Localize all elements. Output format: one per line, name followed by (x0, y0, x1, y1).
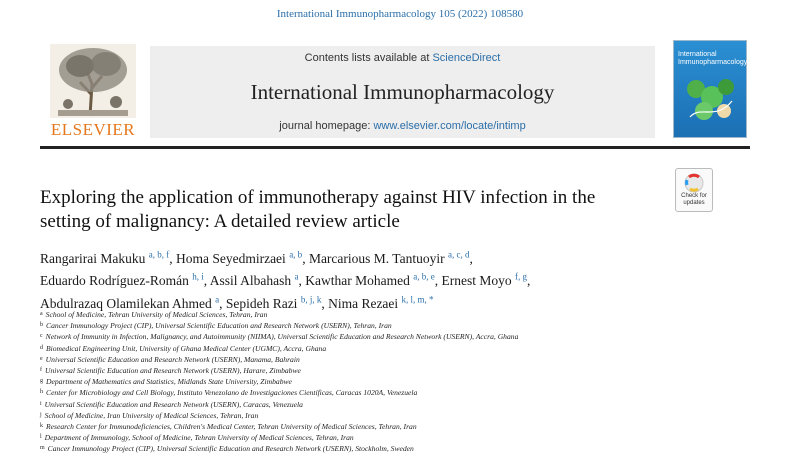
author-list (40, 245, 740, 313)
author-name: Eduardo Rodríguez-Román (40, 273, 189, 288)
affiliation-mark: g (40, 378, 43, 385)
affiliation-mark: a (40, 311, 43, 317)
homepage-prefix: journal homepage: (279, 120, 374, 132)
cover-molecule-icon (680, 71, 740, 127)
elsevier-wordmark: ELSEVIER (50, 120, 136, 139)
affiliation-item (40, 399, 760, 410)
author-name: Kawthar Mohamed (305, 273, 410, 288)
affiliation-text: Biomedical Engineering Unit, University of Ghana Medical Center (UGMC), Accra, Ghana (46, 343, 327, 353)
author-separator: , (526, 273, 531, 288)
author[interactable] (441, 273, 530, 288)
affiliation-item (40, 410, 760, 421)
affiliation-item (40, 365, 760, 376)
paper-title: Exploring the application of immunotherapy against HIV infection in the setting of malignancy: A detailed review article (40, 187, 596, 232)
author-name: Homa Seyedmirzaei (175, 250, 286, 266)
author-name: Nima Rezaei (328, 295, 399, 311)
affiliation-text: Department of Immunology, School of Medicine, Tehran University of Medical Sciences, Tehran, Iran (44, 433, 354, 443)
affiliation-text: Universal Scientific Education and Research Network (USERN), Caracas, Venezuela (44, 399, 303, 409)
author[interactable] (309, 251, 473, 266)
affiliation-mark: m (40, 445, 45, 452)
affiliation-item (40, 320, 760, 331)
affiliation-text: Universal Scientific Education and Research Network (USERN), Manama, Bahrain (45, 354, 300, 364)
check-for-updates-label: Check for updates (681, 193, 707, 206)
journal-masthead (40, 40, 750, 140)
homepage-line (150, 120, 655, 132)
author-affiliation-marks[interactable]: a, b, f (148, 249, 170, 259)
author[interactable] (305, 273, 441, 288)
affiliation-mark: e (40, 355, 43, 362)
author-affiliation-marks[interactable]: a, b (289, 249, 303, 259)
journal-citation[interactable]: International Immunopharmacology 105 (2022) 108580 (276, 8, 524, 20)
contents-prefix: Contents lists available at (304, 52, 433, 64)
affiliation-mark: f (40, 367, 42, 374)
author-separator: , (321, 295, 329, 311)
author-separator: , (302, 250, 309, 266)
author[interactable] (176, 251, 309, 266)
affiliation-mark: b (40, 322, 43, 329)
affiliation-text: Department of Mathematics and Statistics, Midlands State University, Zimbabwe (46, 377, 292, 387)
affiliation-mark: i (40, 400, 42, 407)
affiliation-mark: l (40, 434, 42, 441)
affiliation-text: School of Medicine, Iran University of Medical Sciences, Tehran, Iran (44, 410, 259, 420)
journal-cover-image[interactable] (673, 40, 747, 138)
affiliation-text: Network of Immunity in Infection, Malignancy, and Autoimmunity (NIIMA), Universal Scientific Education and Research Network (USERN), Accra, Ghana (45, 332, 519, 342)
elsevier-logo[interactable] (40, 40, 146, 140)
affiliation-text: Universal Scientific Education and Research Network (USERN), Harare, Zimbabwe (45, 366, 301, 376)
author-separator: , (203, 273, 210, 288)
affiliation-text: Cancer Immunology Project (CIP), Universal Scientific Education and Research Network (USERN), Tehran, Iran (46, 321, 392, 331)
affiliation-item (40, 354, 760, 365)
author-name: Assil Albahash (209, 273, 292, 288)
affiliation-mark: c (40, 333, 43, 340)
elsevier-tree-icon (50, 44, 136, 118)
journal-homepage-link[interactable]: www.elsevier.com/locate/intimp (373, 120, 526, 132)
affiliation-list (40, 309, 760, 455)
author-name: Abdulrazaq Olamilekan Ahmed (40, 295, 212, 311)
affiliation-mark: j (40, 411, 42, 418)
author-affiliation-marks[interactable]: b, j, k (300, 294, 322, 304)
affiliation-item (40, 331, 760, 342)
author-name: Ernest Moyo (441, 273, 512, 288)
author-separator: , (219, 295, 226, 311)
journal-title: International Immunopharmacology (250, 80, 555, 104)
author-affiliation-marks[interactable]: k, l, m, * (401, 294, 434, 304)
author-separator: , (434, 273, 442, 288)
affiliation-item (40, 376, 760, 387)
author-affiliation-marks[interactable]: h, i (192, 271, 204, 282)
author-name: Sepideh Razi (225, 295, 298, 311)
author-separator: , (169, 250, 176, 266)
author-name: Rangarirai Makuku (40, 250, 146, 266)
cover-title: International Immunopharmacology (678, 51, 748, 66)
affiliation-text: Cancer Immunology Project (CIP), Universal Scientific Education and Research Network (USERN), Stockholm, Sweden (47, 444, 414, 454)
affiliation-item (40, 387, 760, 398)
check-for-updates-button[interactable] (675, 168, 713, 212)
affiliation-mark: k (40, 423, 43, 430)
affiliation-item (40, 343, 760, 354)
affiliation-item (40, 309, 760, 320)
affiliation-item (40, 432, 760, 443)
affiliation-text: School of Medicine, Tehran University of Medical Sciences, Tehran, Iran (45, 310, 268, 319)
sciencedirect-link[interactable]: ScienceDirect (432, 52, 501, 64)
affiliation-text: Research Center for Immunodeficiencies, Children's Medical Center, Tehran University of Medical Sciences, Tehran, Iran (46, 422, 417, 432)
author-affiliation-marks[interactable]: f, g (514, 271, 527, 282)
contents-line (150, 52, 655, 64)
author-affiliation-marks[interactable]: a (294, 271, 299, 282)
affiliation-mark: h (40, 389, 43, 396)
affiliation-item (40, 443, 760, 454)
affiliation-mark: d (40, 344, 43, 351)
author-affiliation-marks[interactable]: a, b, e (413, 271, 435, 282)
author[interactable] (40, 273, 210, 288)
check-for-updates-icon (676, 171, 712, 195)
affiliation-text: Center for Microbiology and Cell Biology, Instituto Venezolano de Investigaciones Científicas, Caracas 1020A, Venezuela (46, 388, 418, 398)
author-separator: , (469, 250, 473, 266)
author-name: Marcarious M. Tantuoyir (308, 250, 445, 266)
journal-info-box (150, 46, 655, 138)
author-affiliation-marks[interactable]: a (215, 294, 220, 304)
author[interactable] (40, 251, 176, 266)
affiliation-item (40, 421, 760, 432)
author[interactable] (210, 273, 306, 288)
author-affiliation-marks[interactable]: a, c, d (447, 249, 470, 259)
author-separator: , (298, 273, 306, 288)
header-divider (40, 146, 750, 149)
